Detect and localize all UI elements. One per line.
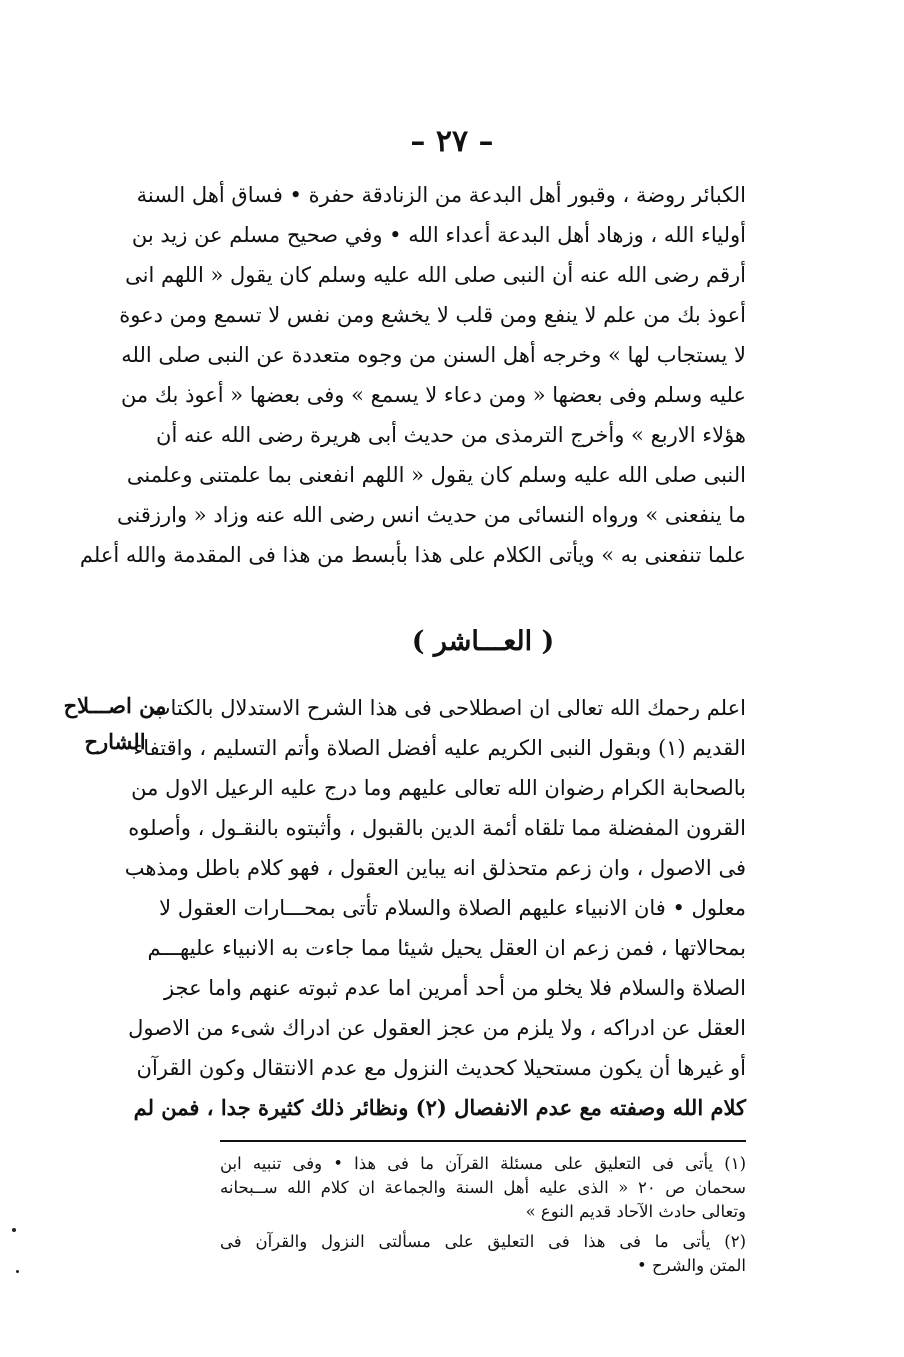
text-line: القديم (١) وبقول النبى الكريم عليه أفضل الصلاة وأتم التسليم ، واقتفاء — [133, 736, 746, 760]
footnote-divider — [220, 1140, 746, 1142]
scan-speck — [16, 1270, 19, 1273]
text-line: عليه وسلم وفى بعضها « ومن دعاء لا يسمع » وفى بعضها « أعوذ بك من — [120, 383, 746, 407]
text-line: لا يستجاب لها » وخرجه أهل السنن من وجوه متعددة عن النبى صلى الله — [121, 343, 746, 367]
margin-note-line: من اصـــلاح — [63, 693, 167, 718]
text-line: ما ينفعنى » ورواه النسائى من حديث انس رضى الله عنه وزاد « وارزقنى — [116, 503, 746, 527]
text-line: معلول • فان الانبياء عليهم الصلاة والسلام تأتى بمحـــارات العقول لا — [159, 896, 746, 920]
paragraph-intro — [79, 175, 746, 575]
footnotes — [220, 1152, 746, 1278]
scan-speck — [12, 1228, 16, 1232]
footnote-2-line: المتن والشرح • — [637, 1256, 746, 1275]
footnote-1-line: وتعالى حادث الآحاد قديم النوع » — [525, 1202, 746, 1221]
text-line: هؤلاء الاربع » وأخرج الترمذى من حديث أبى هريرة رضى الله عنه أن — [156, 423, 746, 447]
text-line: علما تنفعنى به » ويأتى الكلام على هذا بأبسط من هذا فى المقدمة والله أعلم — [79, 543, 746, 567]
text-line: النبى صلى الله عليه وسلم كان يقول « اللهم انفعنى بما علمتنى وعلمنى — [126, 463, 746, 487]
margin-note-line: الشارح — [84, 729, 146, 754]
text-line: بمحالاتها ، فمن زعم ان العقل يحيل شيئا مما جاءت به الانبياء عليهـــم — [147, 936, 746, 960]
text-line: بالصحابة الكرام رضوان الله تعالى عليهم وما درج عليه الرعيل الاول من — [131, 776, 746, 800]
text-line: الكبائر روضة ، وقبور أهل البدعة من الزنادقة حفرة • فساق أهل السنة — [136, 183, 746, 207]
text-line: القرون المفضلة مما تلقاه أئمة الدين بالقبول ، وأثبتوه بالنقـول ، وأصلوه — [128, 816, 746, 840]
text-line: كلام الله وصفته مع عدم الانفصال (٢) ونظائر ذلك كثيرة جدا ، فمن لم — [133, 1095, 746, 1120]
footnote-2-line: (٢) يأتى ما فى هذا فى التعليق على مسألتى النزول والقرآن فى — [220, 1232, 746, 1251]
page-number: – ٢٧ – — [410, 124, 494, 159]
footnote-1-line: سحمان ص ٢٠ « الذى عليه أهل السنة والجماعة ان كلام الله ســبحانه — [220, 1178, 746, 1197]
footnote-1-line: (١) يأتى فى التعليق على مسئلة القرآن ما فى هذا • وفى تنبيه ابن — [220, 1154, 746, 1173]
paragraph-tenth — [124, 688, 746, 1128]
text-line: أولياء الله ، وزهاد أهل البدعة أعداء الله • وفي صحيح مسلم عن زيد بن — [131, 223, 746, 247]
text-line: العقل عن ادراكه ، ولا يلزم من عجز العقول عن ادراك شىء من الاصول — [128, 1016, 746, 1040]
text-line: أو غيرها أن يكون مستحيلا كحديث النزول مع عدم الانتقال وكون القرآن — [136, 1056, 746, 1080]
text-line: أعوذ بك من علم لا ينفع ومن قلب لا يخشع ومن نفس لا تسمع ومن دعوة — [119, 303, 746, 327]
text-line: اعلم رحمك الله تعالى ان اصطلاحى فى هذا الشرح الاستدلال بالكتاب — [150, 696, 746, 720]
text-line: الصلاة والسلام فلا يخلو من أحد أمرين اما عدم ثبوته عنهم واما عجز — [163, 976, 746, 1000]
section-title: ( العـــاشر ) — [411, 626, 555, 657]
text-line: فى الاصول ، وان زعم متحذلق انه يباين العقول ، فهو كلام باطل ومذهب — [124, 856, 746, 880]
text-line: أرقم رضى الله عنه أن النبى صلى الله عليه وسلم كان يقول « اللهم انى — [125, 263, 746, 287]
